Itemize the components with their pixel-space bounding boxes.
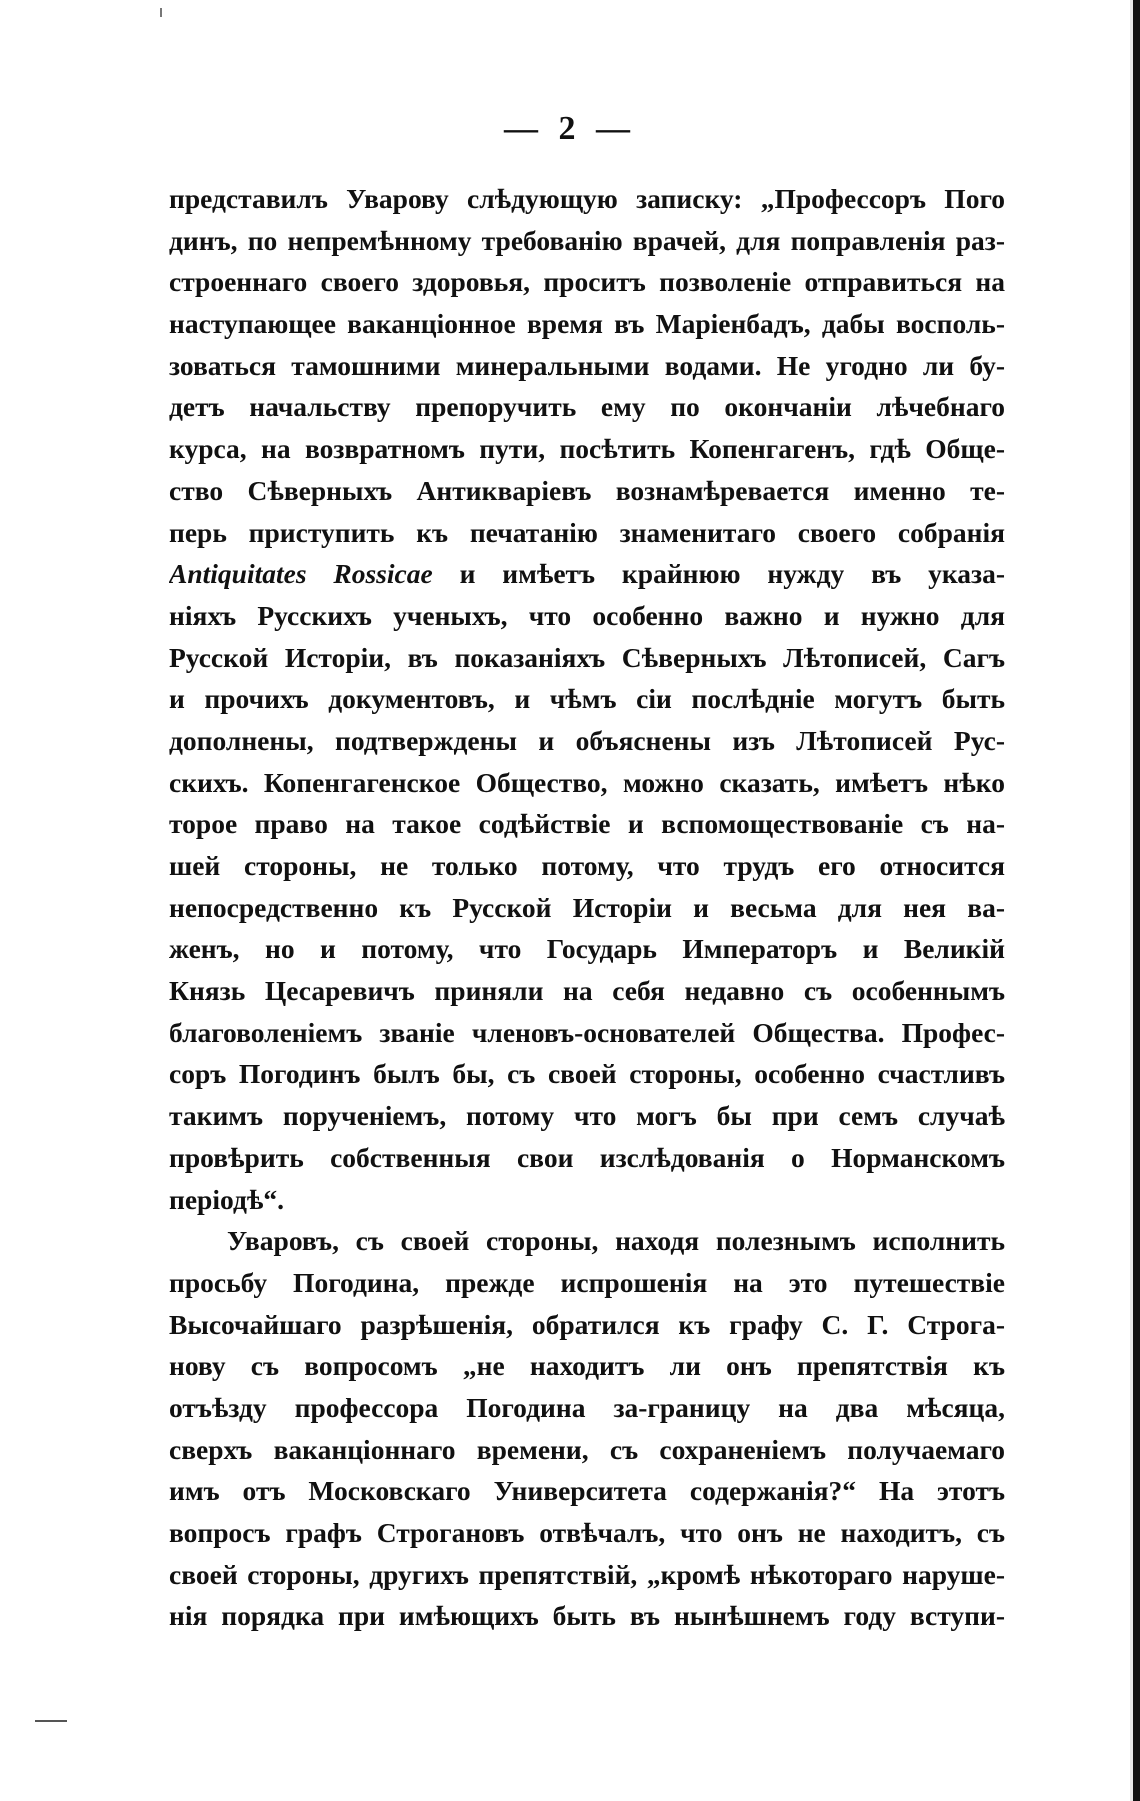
text-line: непосредственно къ Русской Исторіи и весьма для нея ва-: [169, 891, 1005, 923]
text-line: нову съ вопросомъ „не находитъ ли онъ препятствія къ: [169, 1350, 1005, 1382]
text-line: представилъ Уварову слѣдующую записку: „Профессоръ Пого: [169, 183, 1005, 214]
text-line: перь приступить къ печатанію знаменитаго своего собранія: [169, 516, 1005, 548]
paragraph-2: [169, 1220, 1005, 1637]
text-line: детъ начальству препоручить ему по окончаніи лѣчебнаго: [169, 391, 1005, 423]
text-line: просьбу Погодина, прежде испрошенія на это путешествіе: [169, 1266, 1005, 1298]
text-line: провѣрить собственныя свои изслѣдованія о Норманскомъ: [169, 1141, 1005, 1173]
text-line: ство Сѣверныхъ Антикваріевъ вознамѣревается именно те-: [169, 474, 1005, 506]
text-line: зоваться тамошними минеральными водами. Не угодно ли бу-: [169, 349, 1005, 381]
text-line: отъѣзду профессора Погодина за-границу на два мѣсяца,: [169, 1391, 1005, 1423]
scan-binding-edge: [1133, 0, 1140, 1801]
text-line: Высочайшаго разрѣшенія, обратился къ графу С. Г. Строга-: [169, 1308, 1005, 1340]
text-line: соръ Погодинъ былъ бы, съ своей стороны, особенно счастливъ: [169, 1058, 1005, 1090]
text-line: курса, на возвратномъ пути, посѣтить Копенгагенъ, гдѣ Обще-: [169, 433, 1005, 465]
text-line: нія порядка при имѣющихъ быть въ нынѣшнемъ году вступи-: [169, 1600, 1005, 1632]
text-line: строеннаго своего здоровья, проситъ позволеніе отправиться на: [169, 266, 1005, 298]
body-text: [169, 178, 1005, 1637]
text-line: своей стороны, другихъ препятствій, „кромѣ нѣкотораго наруше-: [169, 1558, 1005, 1590]
text-line: дополнены, подтверждены и объяснены изъ Лѣтописей Рус-: [169, 724, 1005, 756]
text-line: женъ, но и потому, что Государь Императоръ и Великій: [169, 933, 1005, 965]
text-line: шей стороны, не только потому, что трудъ его относится: [169, 850, 1005, 881]
text-line: ніяхъ Русскихъ ученыхъ, что особенно важно и нужно для: [169, 599, 1005, 631]
latin-title-italic: Antiquitates Rossicae: [169, 558, 433, 590]
text-line: періодѣ“.: [169, 1183, 284, 1215]
text-line: благоволеніемъ званіе членовъ-основателей Общества. Профес-: [169, 1016, 1005, 1048]
text-line: наступающее ваканціонное время въ Маріенбадъ, дабы восполь-: [169, 308, 1005, 340]
text-line: Русской Исторіи, въ показаніяхъ Сѣверныхъ Лѣтописей, Сагъ: [169, 641, 1005, 673]
text-line: имъ отъ Московскаго Университета содержанія?“ На этотъ: [169, 1475, 1005, 1507]
scan-speck: [160, 8, 162, 17]
page-number: — 2 —: [504, 110, 636, 147]
text-line: динъ, по непремѣнному требованію врачей, для поправленія раз-: [169, 224, 1005, 256]
scan-stray-mark: [35, 1720, 67, 1722]
text-line: такимъ порученіемъ, потому что могъ бы при семъ случаѣ: [169, 1100, 1005, 1132]
paragraph-1: [169, 178, 1005, 1220]
text-line: Князь Цесаревичъ приняли на себя недавно съ особеннымъ: [169, 975, 1005, 1007]
text-line: скихъ. Копенгагенское Общество, можно сказать, имѣетъ нѣко: [169, 766, 1005, 798]
text-line: вопросъ графъ Строгановъ отвѣчалъ, что онъ не находитъ, съ: [169, 1517, 1005, 1548]
text-line: и прочихъ документовъ, и чѣмъ сіи послѣдніе могутъ быть: [169, 683, 1005, 715]
text-line: торое право на такое содѣйствіе и вспомоществованіе съ на-: [169, 808, 1005, 840]
text-line: Уваровъ, съ своей стороны, находя полезнымъ исполнить: [227, 1225, 1005, 1257]
text-line-with-italic: [169, 553, 1005, 595]
text-line: сверхъ ваканціоннаго времени, съ сохраненіемъ получаемаго: [169, 1433, 1005, 1465]
text-line-rest: и имѣетъ крайнюю нужду въ указа-: [459, 558, 1005, 590]
